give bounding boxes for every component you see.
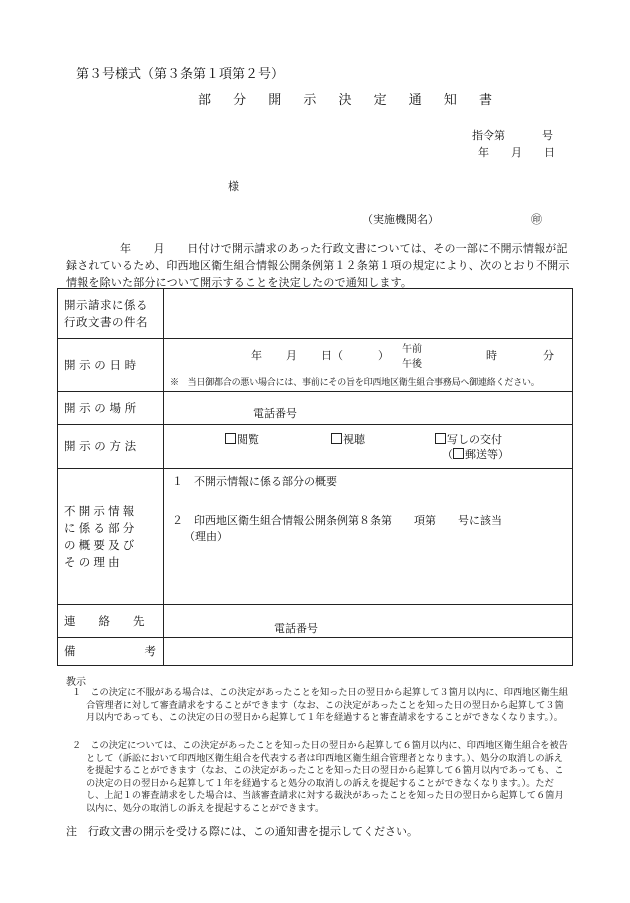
checkbox-icon [453, 448, 464, 459]
method-option-view[interactable] [225, 431, 259, 447]
reason-value [164, 469, 573, 605]
datetime-value [164, 339, 573, 392]
reason-item2-sub: （理由） [184, 530, 228, 543]
checkbox-icon [331, 433, 342, 444]
contact-value [164, 605, 573, 638]
method-option-mail-label: 郵送等） [465, 448, 509, 461]
method-option-mail[interactable] [442, 446, 509, 462]
doc-name-label-cell [58, 289, 164, 339]
reason-item1: １ 不開示情報に係る部分の概要 [172, 475, 337, 488]
method-option-copy[interactable] [435, 431, 502, 447]
note-2: ２ この決定については、この決定があったことを知った日の翌日から起算して６箇月以内に、印西地区衛生組合を被告として（訴訟において印西地区衛生組合を代表する者は印西地区衛生組合管理者となります。）、処分の取消しの訴えを提起することができます（なお、この決定があったことを知った日の翌日から起算して６箇月以内であっても、この決定の日の翌日から起算して１年を経過すると処分の取消しの訴えを提起することができなくなります。）。ただし、上記１の審査請求をした場合は、当該審査請求に対する裁決があったことを知った日の翌日から起算して６箇月以内に、処分の取消しの訴えを提起することができます。 [72, 740, 568, 814]
remarks-label: 備 考 [64, 644, 156, 658]
method-option-view-label: 閲覧 [237, 433, 259, 446]
disclosure-table [57, 288, 573, 666]
checkbox-icon [225, 433, 236, 444]
remarks-value [164, 638, 573, 666]
method-option-listen[interactable] [331, 431, 365, 447]
number-label: 指令第 [472, 129, 505, 142]
seal-mark: ㊞ [531, 213, 542, 226]
place-label-cell [58, 392, 164, 425]
dt-am: 午前 [402, 344, 422, 355]
dt-note: ※ 当日御都合の悪い場合には、事前にその旨を印西地区衛生組合事務局へ御連絡ください。 [170, 378, 540, 388]
document-title: 部 分 開 示 決 定 通 知 書 [198, 93, 502, 108]
place-label: 開 示 の 場 所 [64, 400, 137, 415]
dt-pm: 午後 [402, 359, 422, 370]
datetime-label-cell [58, 339, 164, 392]
doc-name-value [164, 289, 573, 339]
dt-close: ） [378, 349, 389, 362]
form-id: 第３号様式（第３条第１項第２号） [76, 67, 285, 82]
notes-heading: 教示 [66, 677, 86, 688]
dt-year: 年 [251, 349, 262, 362]
note-1: １ この決定に不服がある場合は、この決定があったことを知った日の翌日から起算して３箇月以内に、印西地区衛生組合管理者に対して審査請求をすることができます（なお、この決定があったことを知った日の翌日から起算して３箇月以内であっても、この決定の日の翌日から起算して１年を経過すると審査請求をすることができなくなります。）。 [72, 687, 569, 724]
dt-month: 月 [286, 349, 297, 362]
place-phone-label: 電話番号 [253, 407, 297, 420]
mail-open-paren: （ [442, 448, 453, 461]
reason-label-cell [58, 469, 164, 605]
contact-label-cell [58, 605, 164, 638]
checkbox-icon [435, 433, 446, 444]
date-month: 月 [511, 146, 522, 159]
method-option-listen-label: 視聴 [343, 433, 365, 446]
date-year: 年 [478, 146, 489, 159]
doc-name-label: 開示請求に係る行政文書の件名 [64, 297, 148, 329]
contact-phone-label: 電話番号 [274, 622, 318, 635]
contact-label: 連 絡 先 [64, 613, 145, 628]
place-value [164, 392, 573, 425]
method-label-cell [58, 425, 164, 469]
dt-hour: 時 [486, 349, 497, 362]
dt-minute: 分 [543, 349, 554, 362]
method-label: 開 示 の 方 法 [64, 439, 137, 453]
reason-label: 不開示情報に係る部分の概要及びその理由 [64, 503, 138, 569]
method-value [164, 425, 573, 469]
body-paragraph: 年 月 日付けで開示請求のあった行政文書については、その一部に不開示情報が記録されているため、印西地区衛生組合情報公開条例第１２条第１項の規定により、次のとおり不開示情報を除いた部分について開示することを決定したので通知します。 [66, 242, 570, 289]
dt-day: 日（ [321, 349, 343, 362]
remarks-label-cell [58, 638, 164, 666]
reason-item2: ２ 印西地区衛生組合情報公開条例第８条第 項第 号に該当 [172, 514, 502, 527]
number-suffix: 号 [542, 129, 553, 142]
recipient-honorific: 様 [228, 180, 239, 193]
issuer-label: （実施機関名） [362, 213, 439, 226]
datetime-label: 開 示 の 日 時 [64, 357, 137, 372]
footer-note: 注 行政文書の開示を受ける際には、この通知書を提示してください。 [66, 825, 418, 838]
date-day: 日 [544, 146, 555, 159]
method-option-copy-label: 写しの交付 [447, 433, 502, 446]
